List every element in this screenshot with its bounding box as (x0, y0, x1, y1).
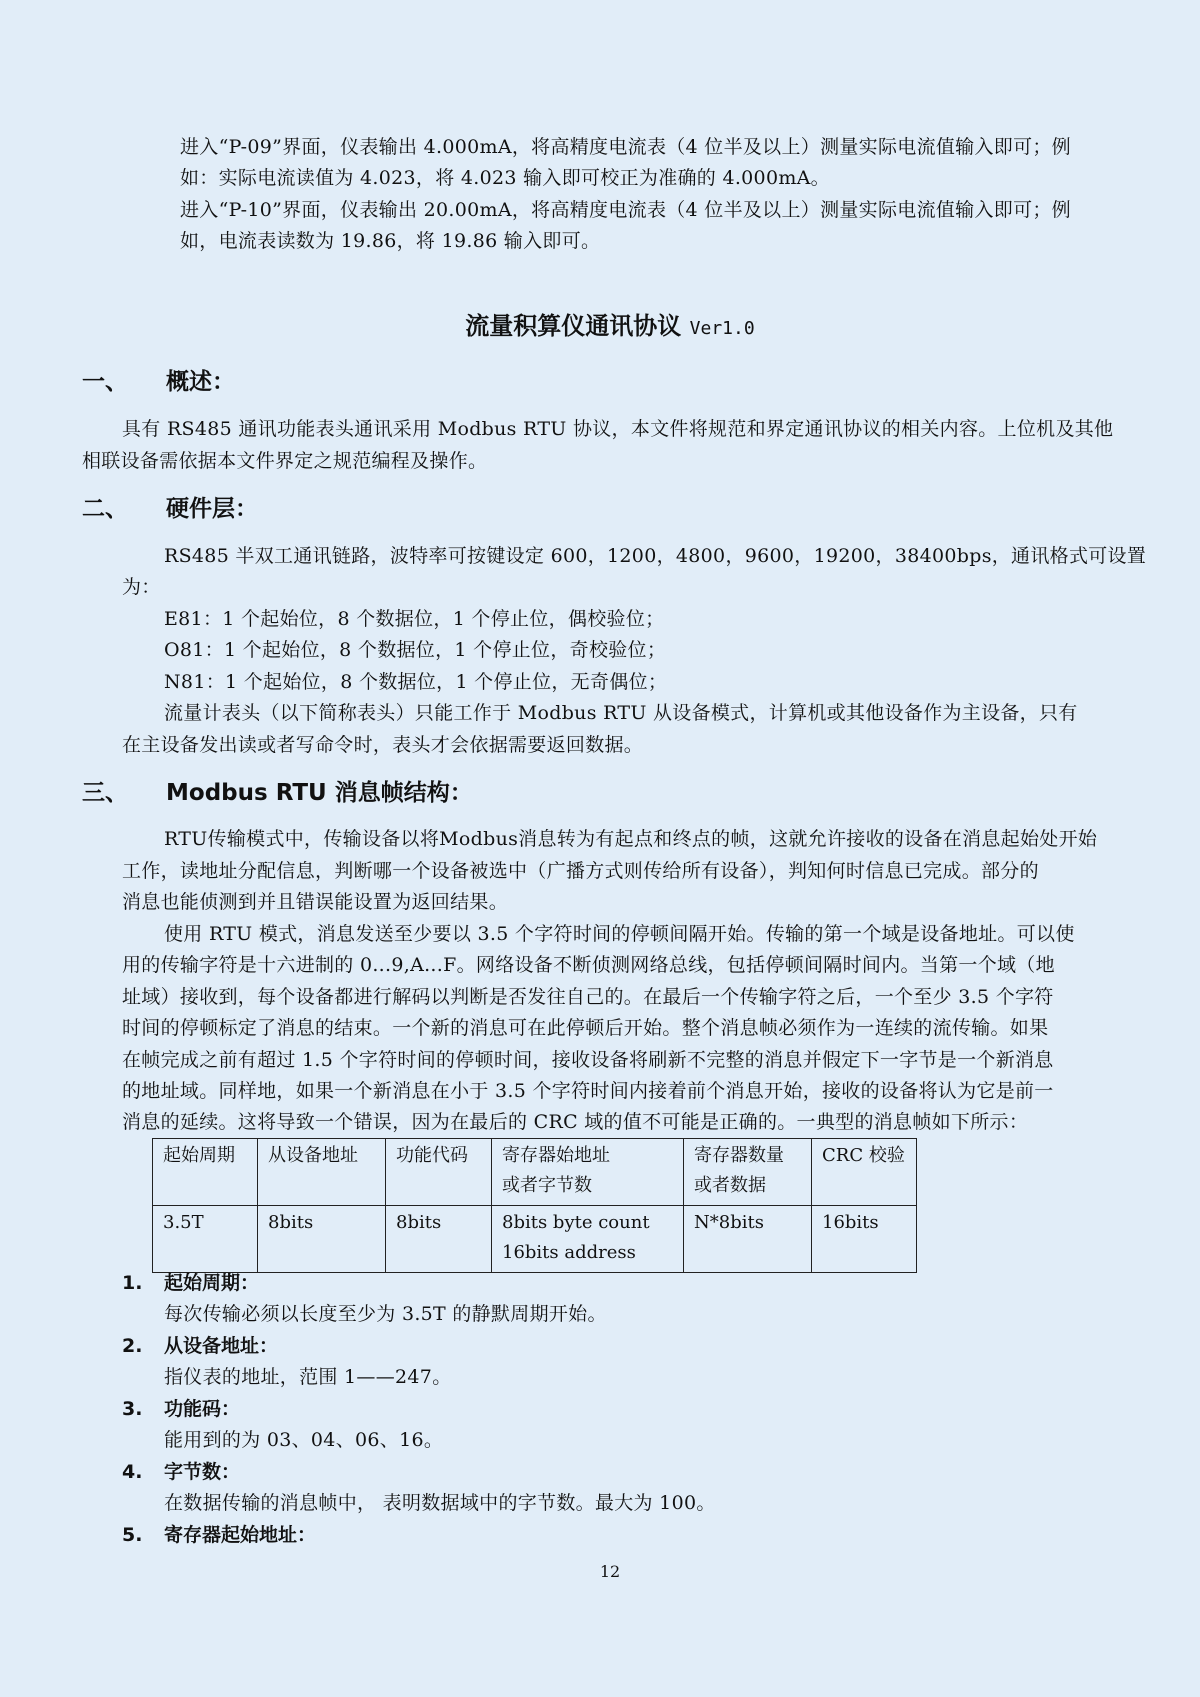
hardware-line-1: RS485 半双工通讯链路，波特率可按键设定 600，1200，4800，9600，19200，38400bps，通讯格式可设置 (164, 545, 1147, 567)
overview-line-2: 相联设备需依据本文件界定之规范编程及操作。 (82, 450, 488, 472)
message-frame-table (152, 1138, 917, 1273)
item-desc-byte-count: 在数据传输的消息帧中， 表明数据域中的字节数。最大为 100。 (164, 1492, 716, 1514)
section-heading-frame (82, 777, 473, 809)
table-header-cell: 起始周期 (153, 1139, 258, 1206)
item-title-slave-address: 2. 从设备地址： (122, 1335, 279, 1357)
table-row (153, 1206, 917, 1273)
document-title-version: Ver1.0 (689, 318, 755, 339)
item-title-function-code: 3. 功能码： (122, 1398, 241, 1420)
section-title: 硬件层： (166, 496, 258, 522)
table-cell: 16bits (812, 1206, 917, 1273)
item-desc-start-period: 每次传输必须以长度至少为 3.5T 的静默周期开始。 (164, 1303, 607, 1325)
section-heading-overview (82, 366, 235, 398)
hardware-line-o81: O81：1 个起始位，8 个数据位，1 个停止位，奇校验位； (164, 639, 667, 661)
frame-line-3: 消息也能侦测到并且错误能设置为返回结果。 (122, 891, 509, 913)
table-header-row (153, 1139, 917, 1206)
frame-line-7: 时间的停顿标定了消息的结束。一个新的消息可在此停顿后开始。整个消息帧必须作为一连续的流传输。如果 (122, 1017, 1049, 1039)
overview-line-1: 具有 RS485 通讯功能表头通讯采用 Modbus RTU 协议，本文件将规范和界定通讯协议的相关内容。上位机及其他 (122, 418, 1114, 440)
table-cell: 8bits byte count 16bits address (492, 1206, 684, 1273)
section-number: 二、 (82, 496, 128, 522)
item-desc-function-code: 能用到的为 03、04、06、16。 (164, 1429, 444, 1451)
frame-line-8: 在帧完成之前有超过 1.5 个字符时间的停顿时间，接收设备将刷新不完整的消息并假定下一字节是一个新消息 (122, 1049, 1054, 1071)
document-title-main: 流量积算仪通讯协议 (465, 312, 690, 340)
hardware-line-7: 在主设备发出读或者写命令时，表头才会依据需要返回数据。 (122, 734, 644, 756)
table-cell: 3.5T (153, 1206, 258, 1273)
table-cell: 8bits (258, 1206, 386, 1273)
calibration-line-2: 如：实际电流读值为 4.023，将 4.023 输入即可校正为准确的 4.000mA。 (180, 167, 830, 189)
item-title-register-start: 5. 寄存器起始地址： (122, 1524, 317, 1546)
section-number: 一、 (82, 369, 128, 395)
hardware-line-n81: N81：1 个起始位，8 个数据位，1 个停止位，无奇偶位； (164, 671, 668, 693)
table-cell: 8bits (386, 1206, 492, 1273)
table-header-cell: 从设备地址 (258, 1139, 386, 1206)
table-header-cell: 寄存器始地址 或者字节数 (492, 1139, 684, 1206)
table-header-cell: 功能代码 (386, 1139, 492, 1206)
frame-line-5: 用的传输字符是十六进制的 0...9,A...F。网络设备不断侦测网络总线，包括停顿间隔时间内。当第一个域（地 (122, 954, 1055, 976)
document-title (0, 306, 1200, 341)
frame-line-2: 工作，读地址分配信息，判断哪一个设备被选中（广播方式则传给所有设备），判知何时信息已完成。部分的 (122, 860, 1039, 882)
calibration-line-1: 进入“P-09”界面，仪表输出 4.000mA，将高精度电流表（4 位半及以上）测量实际电流值输入即可；例 (180, 136, 1071, 158)
frame-line-6: 址域）接收到，每个设备都进行解码以判断是否发往自己的。在最后一个传输字符之后，一个至少 3.5 个字符 (122, 986, 1054, 1008)
calibration-line-3: 进入“P-10”界面，仪表输出 20.00mA，将高精度电流表（4 位半及以上）测量实际电流值输入即可；例 (180, 199, 1071, 221)
hardware-line-2: 为： (122, 576, 161, 598)
calibration-line-4: 如，电流表读数为 19.86，将 19.86 输入即可。 (180, 230, 601, 252)
frame-line-4: 使用 RTU 模式，消息发送至少要以 3.5 个字符时间的停顿间隔开始。传输的第一个域是设备地址。可以使 (164, 923, 1075, 945)
frame-line-9: 的地址域。同样地，如果一个新消息在小于 3.5 个字符时间内接着前个消息开始，接收的设备将认为它是前一 (122, 1080, 1054, 1102)
item-title-byte-count: 4. 字节数： (122, 1461, 241, 1483)
table-cell: N*8bits (684, 1206, 812, 1273)
table-header-cell: CRC 校验 (812, 1139, 917, 1206)
section-number: 三、 (82, 780, 128, 806)
page-number: 12 (599, 1562, 621, 1581)
section-title: Modbus RTU 消息帧结构： (166, 780, 473, 806)
table-header-cell: 寄存器数量 或者数据 (684, 1139, 812, 1206)
item-title-start-period: 1. 起始周期： (122, 1272, 260, 1294)
hardware-line-6: 流量计表头（以下简称表头）只能工作于 Modbus RTU 从设备模式，计算机或其他设备作为主设备，只有 (164, 702, 1078, 724)
section-title: 概述： (166, 369, 235, 395)
hardware-line-e81: E81：1 个起始位，8 个数据位，1 个停止位，偶校验位； (164, 608, 665, 630)
frame-line-10: 消息的延续。这将导致一个错误，因为在最后的 CRC 域的值不可能是正确的。一典型的消息帧如下所示： (122, 1111, 1029, 1133)
item-desc-slave-address: 指仪表的地址，范围 1——247。 (164, 1366, 452, 1388)
frame-line-1: RTU传输模式中，传输设备以将Modbus消息转为有起点和终点的帧，这就允许接收的设备在消息起始处开始 (164, 828, 1098, 850)
section-heading-hardware (82, 493, 258, 525)
